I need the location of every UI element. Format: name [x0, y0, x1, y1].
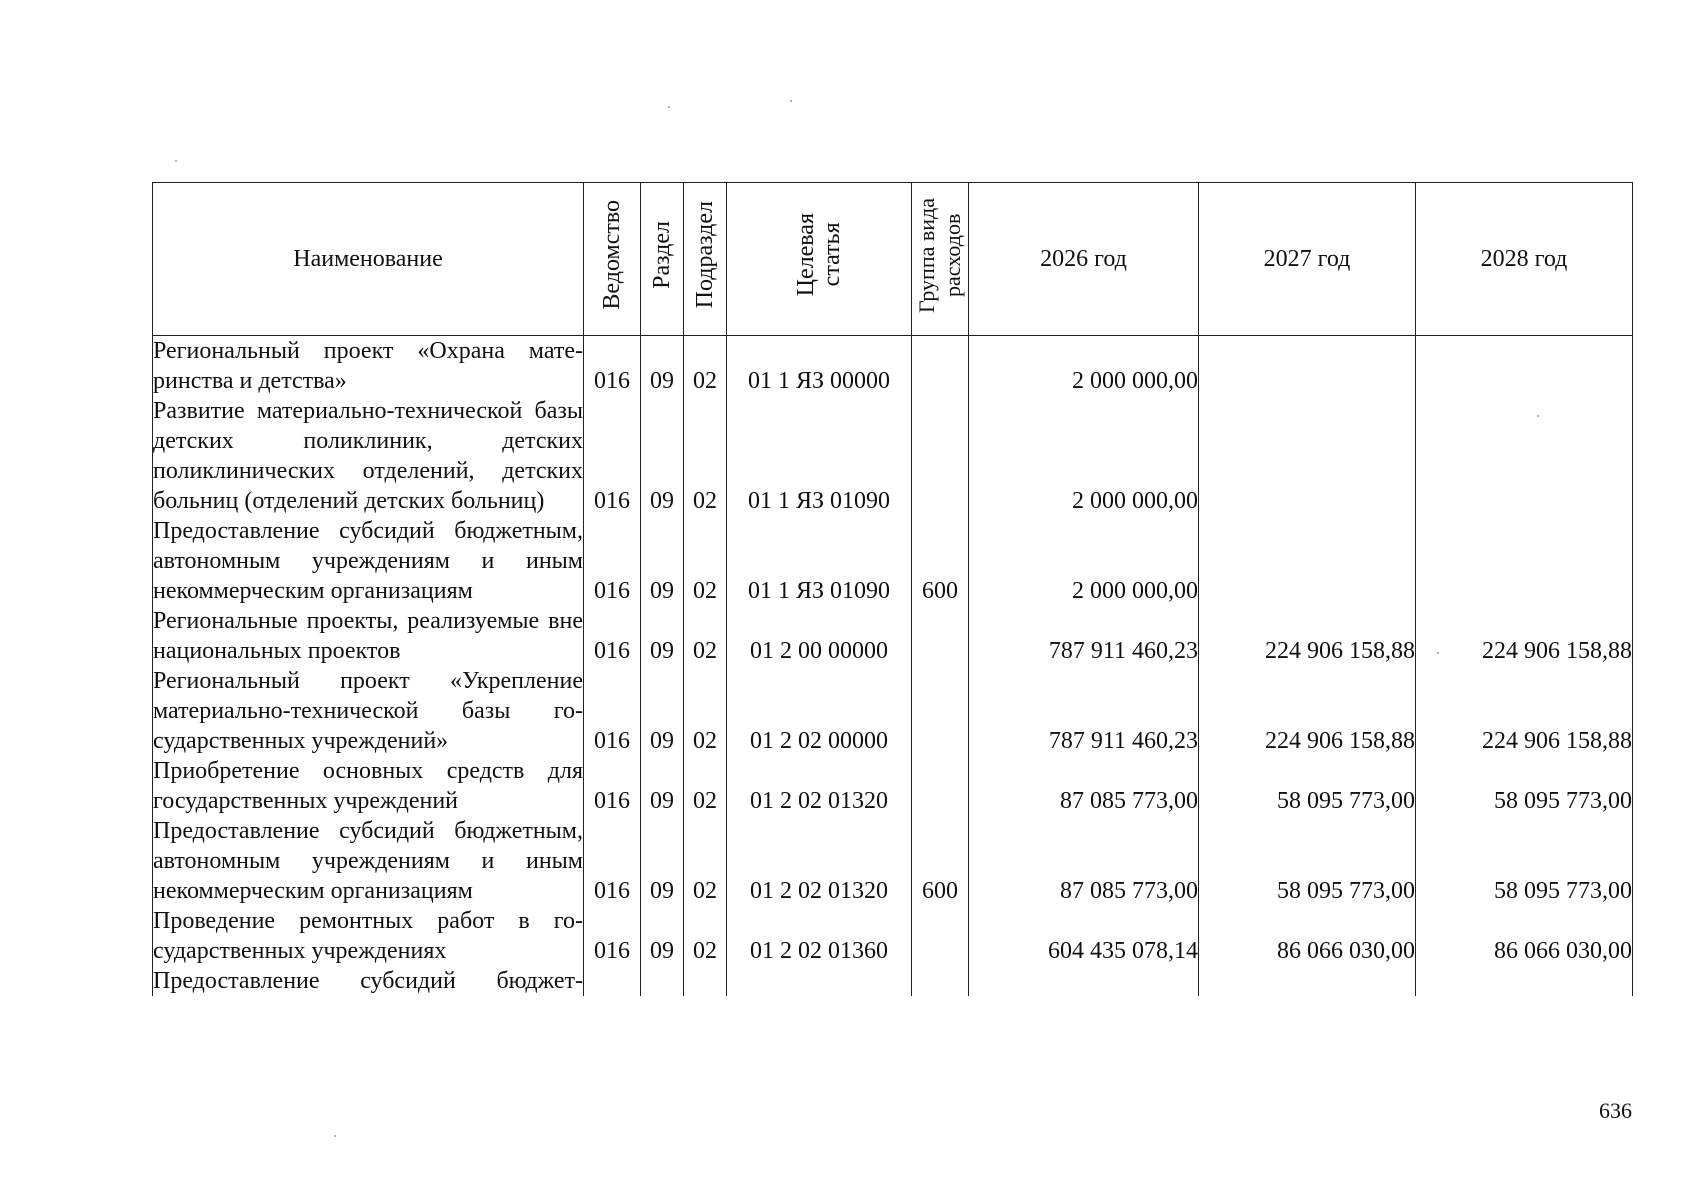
row-name: Региональный проект «Укрепление материально-технической базы государственных учреждений»	[153, 668, 583, 754]
header-section: Раздел	[641, 183, 684, 336]
header-expense-group: Группа вида расходов	[912, 183, 969, 336]
row-name: Развитие материально-технической базы детских поликлиник, детских поликлинических отделений, детских больниц (отделений детских больниц)	[153, 398, 583, 514]
row-amount-2026: 87 085 773,00	[969, 816, 1199, 906]
row-amount-2027: 58 095 773,00	[1199, 756, 1416, 816]
row-dept: 016	[584, 906, 641, 966]
row-amount-2027	[1199, 336, 1416, 397]
row-amount-2026: 604 435 078,14	[969, 906, 1199, 966]
scan-speck	[790, 100, 792, 102]
row-amount-2027: 224 906 158,88	[1199, 606, 1416, 666]
row-expense-group	[912, 756, 969, 816]
row-amount-2026: 2 000 000,00	[969, 336, 1199, 397]
row-expense-group: 600	[912, 816, 969, 906]
table-row	[153, 396, 1633, 516]
header-subsection: Подраздел	[684, 183, 727, 336]
row-amount-2028: 86 066 030,00	[1416, 906, 1633, 966]
row-section: 09	[641, 516, 684, 606]
table-row	[153, 606, 1633, 666]
row-target-article: 01 2 02 01320	[727, 756, 912, 816]
header-2027: 2027 год	[1199, 183, 1416, 336]
row-subsection: 02	[684, 816, 727, 906]
row-target-article: 01 2 02 01360	[727, 906, 912, 966]
row-dept: 016	[584, 816, 641, 906]
scan-speck	[175, 160, 177, 162]
row-expense-group	[912, 336, 969, 397]
header-2028: 2028 год	[1416, 183, 1633, 336]
row-subsection: 02	[684, 336, 727, 397]
table-header-row	[153, 183, 1633, 336]
row-section: 09	[641, 666, 684, 756]
row-amount-2027	[1199, 396, 1416, 516]
row-expense-group	[912, 396, 969, 516]
table-row	[153, 906, 1633, 966]
header-target: Целевая статья	[727, 183, 912, 336]
row-section: 09	[641, 756, 684, 816]
row-amount-2028: 58 095 773,00	[1416, 816, 1633, 906]
row-target-article: 01 2 02 00000	[727, 666, 912, 756]
row-subsection: 02	[684, 396, 727, 516]
row-name: Проведение ремонтных работ в государственных учреждениях	[153, 908, 583, 964]
row-target-article: 01 1 ЯЗ 01090	[727, 396, 912, 516]
row-amount-2027	[1199, 516, 1416, 606]
scan-speck	[1437, 652, 1439, 654]
row-expense-group	[912, 606, 969, 666]
row-amount-2028: 224 906 158,88	[1416, 666, 1633, 756]
row-amount-2027: 224 906 158,88	[1199, 666, 1416, 756]
budget-table	[152, 182, 1633, 996]
row-section: 09	[641, 336, 684, 397]
row-expense-group	[912, 666, 969, 756]
page-number: 636	[1599, 1098, 1632, 1123]
row-dept: 016	[584, 666, 641, 756]
row-amount-2028: 224 906 158,88	[1416, 606, 1633, 666]
row-name: Приобретение основных средств для государственных учреждений	[153, 758, 583, 814]
row-amount-2027: 58 095 773,00	[1199, 816, 1416, 906]
row-amount-2028	[1416, 396, 1633, 516]
row-expense-group: 600	[912, 516, 969, 606]
scan-speck	[668, 106, 670, 108]
row-name: Предоставление субсидий бюджет-	[153, 968, 583, 994]
row-amount-2026: 787 911 460,23	[969, 606, 1199, 666]
row-dept: 016	[584, 336, 641, 397]
row-subsection: 02	[684, 906, 727, 966]
row-dept: 016	[584, 516, 641, 606]
row-target-article: 01 1 ЯЗ 00000	[727, 336, 912, 397]
table-row	[153, 336, 1633, 397]
table-row	[153, 756, 1633, 816]
row-amount-2028	[1416, 336, 1633, 397]
scan-speck	[334, 1135, 336, 1137]
row-target-article: 01 2 02 01320	[727, 816, 912, 906]
table-body	[153, 336, 1633, 997]
row-amount-2026: 2 000 000,00	[969, 396, 1199, 516]
row-subsection: 02	[684, 606, 727, 666]
row-name: Предоставление субсидий бюджетным, автономным учреждениям и иным некоммерческим организациям	[153, 518, 583, 604]
row-section: 09	[641, 606, 684, 666]
row-section: 09	[641, 396, 684, 516]
row-amount-2026: 87 085 773,00	[969, 756, 1199, 816]
row-name: Региональный проект «Охрана материнства и детства»	[153, 336, 584, 397]
header-2026: 2026 год	[969, 183, 1199, 336]
header-dept: Ведомство	[584, 183, 641, 336]
table-row	[153, 516, 1633, 606]
row-amount-2028: 58 095 773,00	[1416, 756, 1633, 816]
row-subsection: 02	[684, 666, 727, 756]
row-amount-2026: 787 911 460,23	[969, 666, 1199, 756]
row-subsection: 02	[684, 516, 727, 606]
row-section: 09	[641, 906, 684, 966]
table-row-continued	[153, 966, 1633, 996]
row-amount-2026: 2 000 000,00	[969, 516, 1199, 606]
scan-speck	[1537, 415, 1539, 417]
table-row	[153, 666, 1633, 756]
row-amount-2027: 86 066 030,00	[1199, 906, 1416, 966]
row-section: 09	[641, 816, 684, 906]
row-dept: 016	[584, 756, 641, 816]
row-target-article: 01 2 00 00000	[727, 606, 912, 666]
row-name: Региональные проекты, реализуемые вне национальных проектов	[153, 608, 583, 664]
row-dept: 016	[584, 396, 641, 516]
row-name: Предоставление субсидий бюджетным, автономным учреждениям и иным некоммерческим организациям	[153, 818, 583, 904]
row-dept: 016	[584, 606, 641, 666]
row-subsection: 02	[684, 756, 727, 816]
table-row	[153, 816, 1633, 906]
row-target-article: 01 1 ЯЗ 01090	[727, 516, 912, 606]
header-name: Наименование	[153, 183, 584, 336]
row-amount-2028	[1416, 516, 1633, 606]
row-expense-group	[912, 906, 969, 966]
